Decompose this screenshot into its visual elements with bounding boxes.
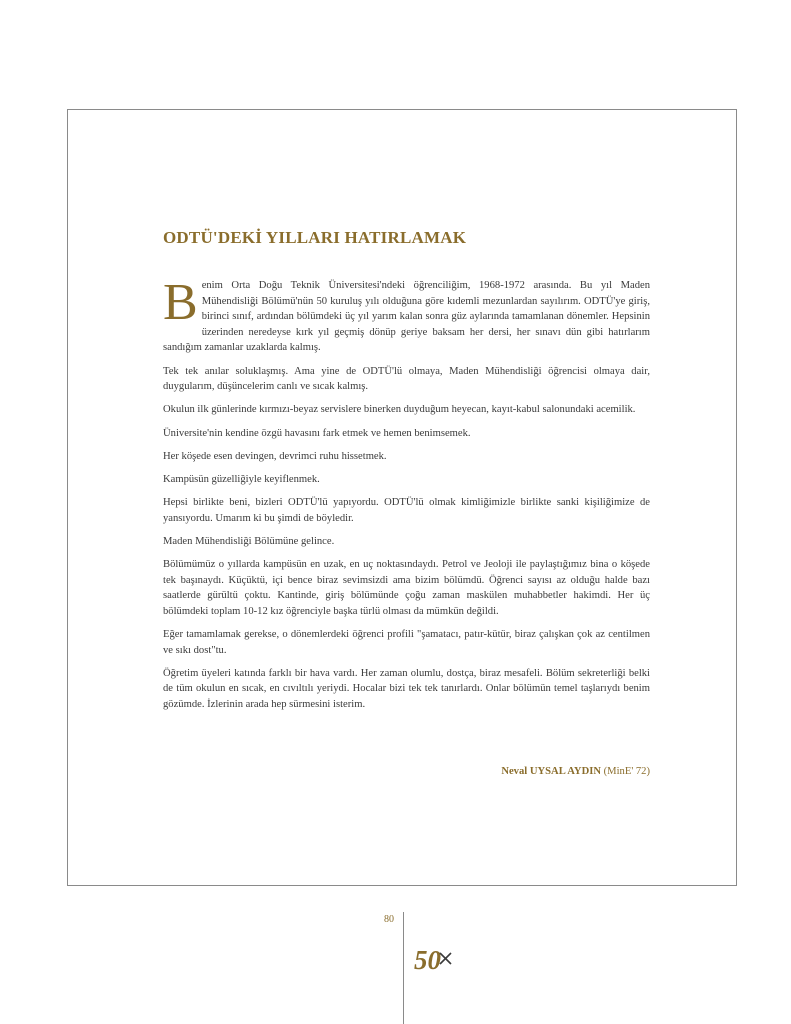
first-paragraph-text: enim Orta Doğu Teknik Üniversitesi'ndeki öğrenciliğim, 1968-1972 arasında. Bu yıl Maden Mühendisliği Bölümü'nün 50 kuruluş yılı olduğuna göre kıdemli mezunlardan sayılırım. ODTÜ'ye giriş, birinci sınıf, ardından bölümdeki üç yıl yarım kalan sonra güz aylarında tamamlanan dönemler. Hepsinin üzerinden neredeyse kırk yıl geçmiş dönüp geriye baksam her dersi, her sınavı dün gibi hatırlarım sandığım zamanlar uzaklarda kalmış. — [163, 280, 650, 354]
first-paragraph — [163, 274, 650, 356]
anniversary-50-logo-icon — [413, 944, 465, 974]
paragraph: Kampüsün güzelliğiyle keyiflenmek. — [163, 473, 320, 485]
article-title: ODTÜ'DEKİ YILLARI HATIRLAMAK — [163, 228, 467, 247]
author-department: (MinE' 72) — [603, 766, 650, 777]
paragraph: Maden Mühendisliği Bölümüne gelince. — [163, 535, 335, 547]
paragraph: Tek tek anılar soluklaşmış. Ama yine de ODTÜ'lü olmaya, Maden Mühendisliği öğrencisi olmaya dair, duygularım, düşüncelerim canlı ve sıcak kalmış. — [163, 365, 650, 393]
page-divider — [403, 912, 404, 1024]
page-number: 80 — [384, 914, 394, 925]
paragraph: Bölümümüz o yıllarda kampüsün en uzak, en uç noktasındaydı. Petrol ve Jeoloji ile paylaştığımız bina o köşede tek başınaydı. Küçüktü, içi bence biraz sevimsizdi ama bizim bölümdü. Öğrenci sayısı az olduğu halde bazı saatlerde gürültü çoktu. Kantinde, giriş bölümünde çoğu zaman maskülen muhabbetler hakimdi. Her üç bölümdeki toplam 10-12 kız öğrenciyle başka türlü olması da mümkün değildi. — [163, 559, 650, 617]
author-name: Neval UYSAL AYDIN — [501, 766, 601, 777]
author-signature — [501, 766, 650, 777]
crossed-hammers-icon — [440, 953, 451, 964]
paragraph: Eğer tamamlamak gerekse, o dönemlerdeki öğrenci profili "şamatacı, patır-kütür, biraz çalışkan çok az centilmen ve sıkı dost"tu. — [163, 629, 650, 656]
article-body — [163, 274, 650, 720]
paragraph: Hepsi birlikte beni, bizleri ODTÜ'lü yapıyordu. ODTÜ'lü olmak kimliğimizle birlikte sanki kişiliğimize de yansıyordu. Umarım ki bu şimdi de böyledir. — [163, 497, 650, 524]
paragraph: Üniversite'nin kendine özgü havasını fark etmek ve hemen benimsemek. — [163, 427, 471, 439]
paragraph: Öğretim üyeleri katında farklı bir hava vardı. Her zaman olumlu, dostça, biraz mesafeli. Bölüm sekreterliği belki de tüm okulun en sıcak, en cıvıltılı yeriydi. Hocalar bizi tek tek tanırlardı. Onlar bölümün temel taşlarıydı benim gözümde. İzlerinin arada hep sürmesini isterim. — [163, 667, 650, 710]
drop-cap: B — [163, 274, 198, 331]
paragraph: Her köşede esen devingen, devrimci ruhu hissetmek. — [163, 450, 387, 462]
paragraph: Okulun ilk günlerinde kırmızı-beyaz servislere binerken duyduğum heyecan, kayıt-kabul salonundaki acemilik. — [163, 404, 636, 416]
logo-text: 50 — [414, 945, 441, 974]
